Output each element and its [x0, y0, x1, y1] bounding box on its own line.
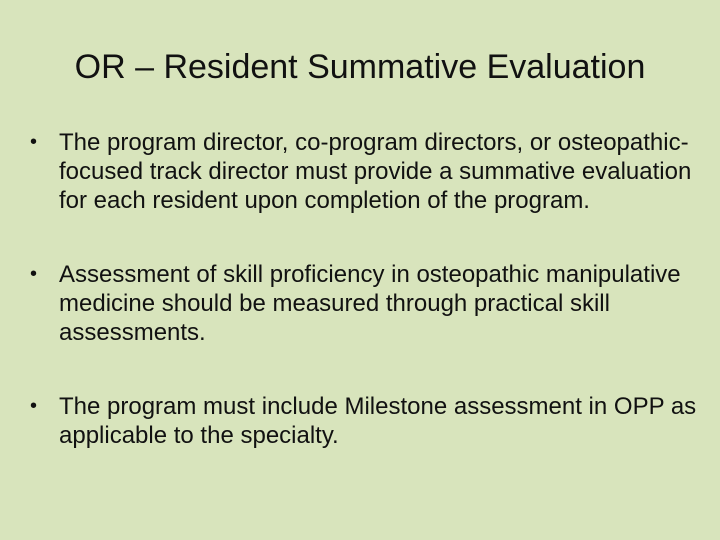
bullet-item-1: [30, 128, 700, 215]
bullet-text-3: The program must include Milestone assessment in OPP as applicable to the specialty.: [59, 393, 697, 449]
bullet-icon: •: [30, 263, 38, 285]
slide-title: OR – Resident Summative Evaluation: [74, 48, 646, 86]
bullet-icon: •: [30, 131, 38, 153]
bullet-text-1: The program director, co-program directors, or osteopathic-focused track director must provide a summative evaluation for each resident upon completion of the program.: [59, 129, 692, 214]
bullet-list: [30, 128, 700, 495]
bullet-item-2: [30, 260, 700, 347]
bullet-icon: •: [30, 395, 38, 417]
bullet-item-3: [30, 392, 700, 450]
bullet-text-2: Assessment of skill proficiency in osteopathic manipulative medicine should be measured through practical skill assessments.: [59, 261, 681, 346]
